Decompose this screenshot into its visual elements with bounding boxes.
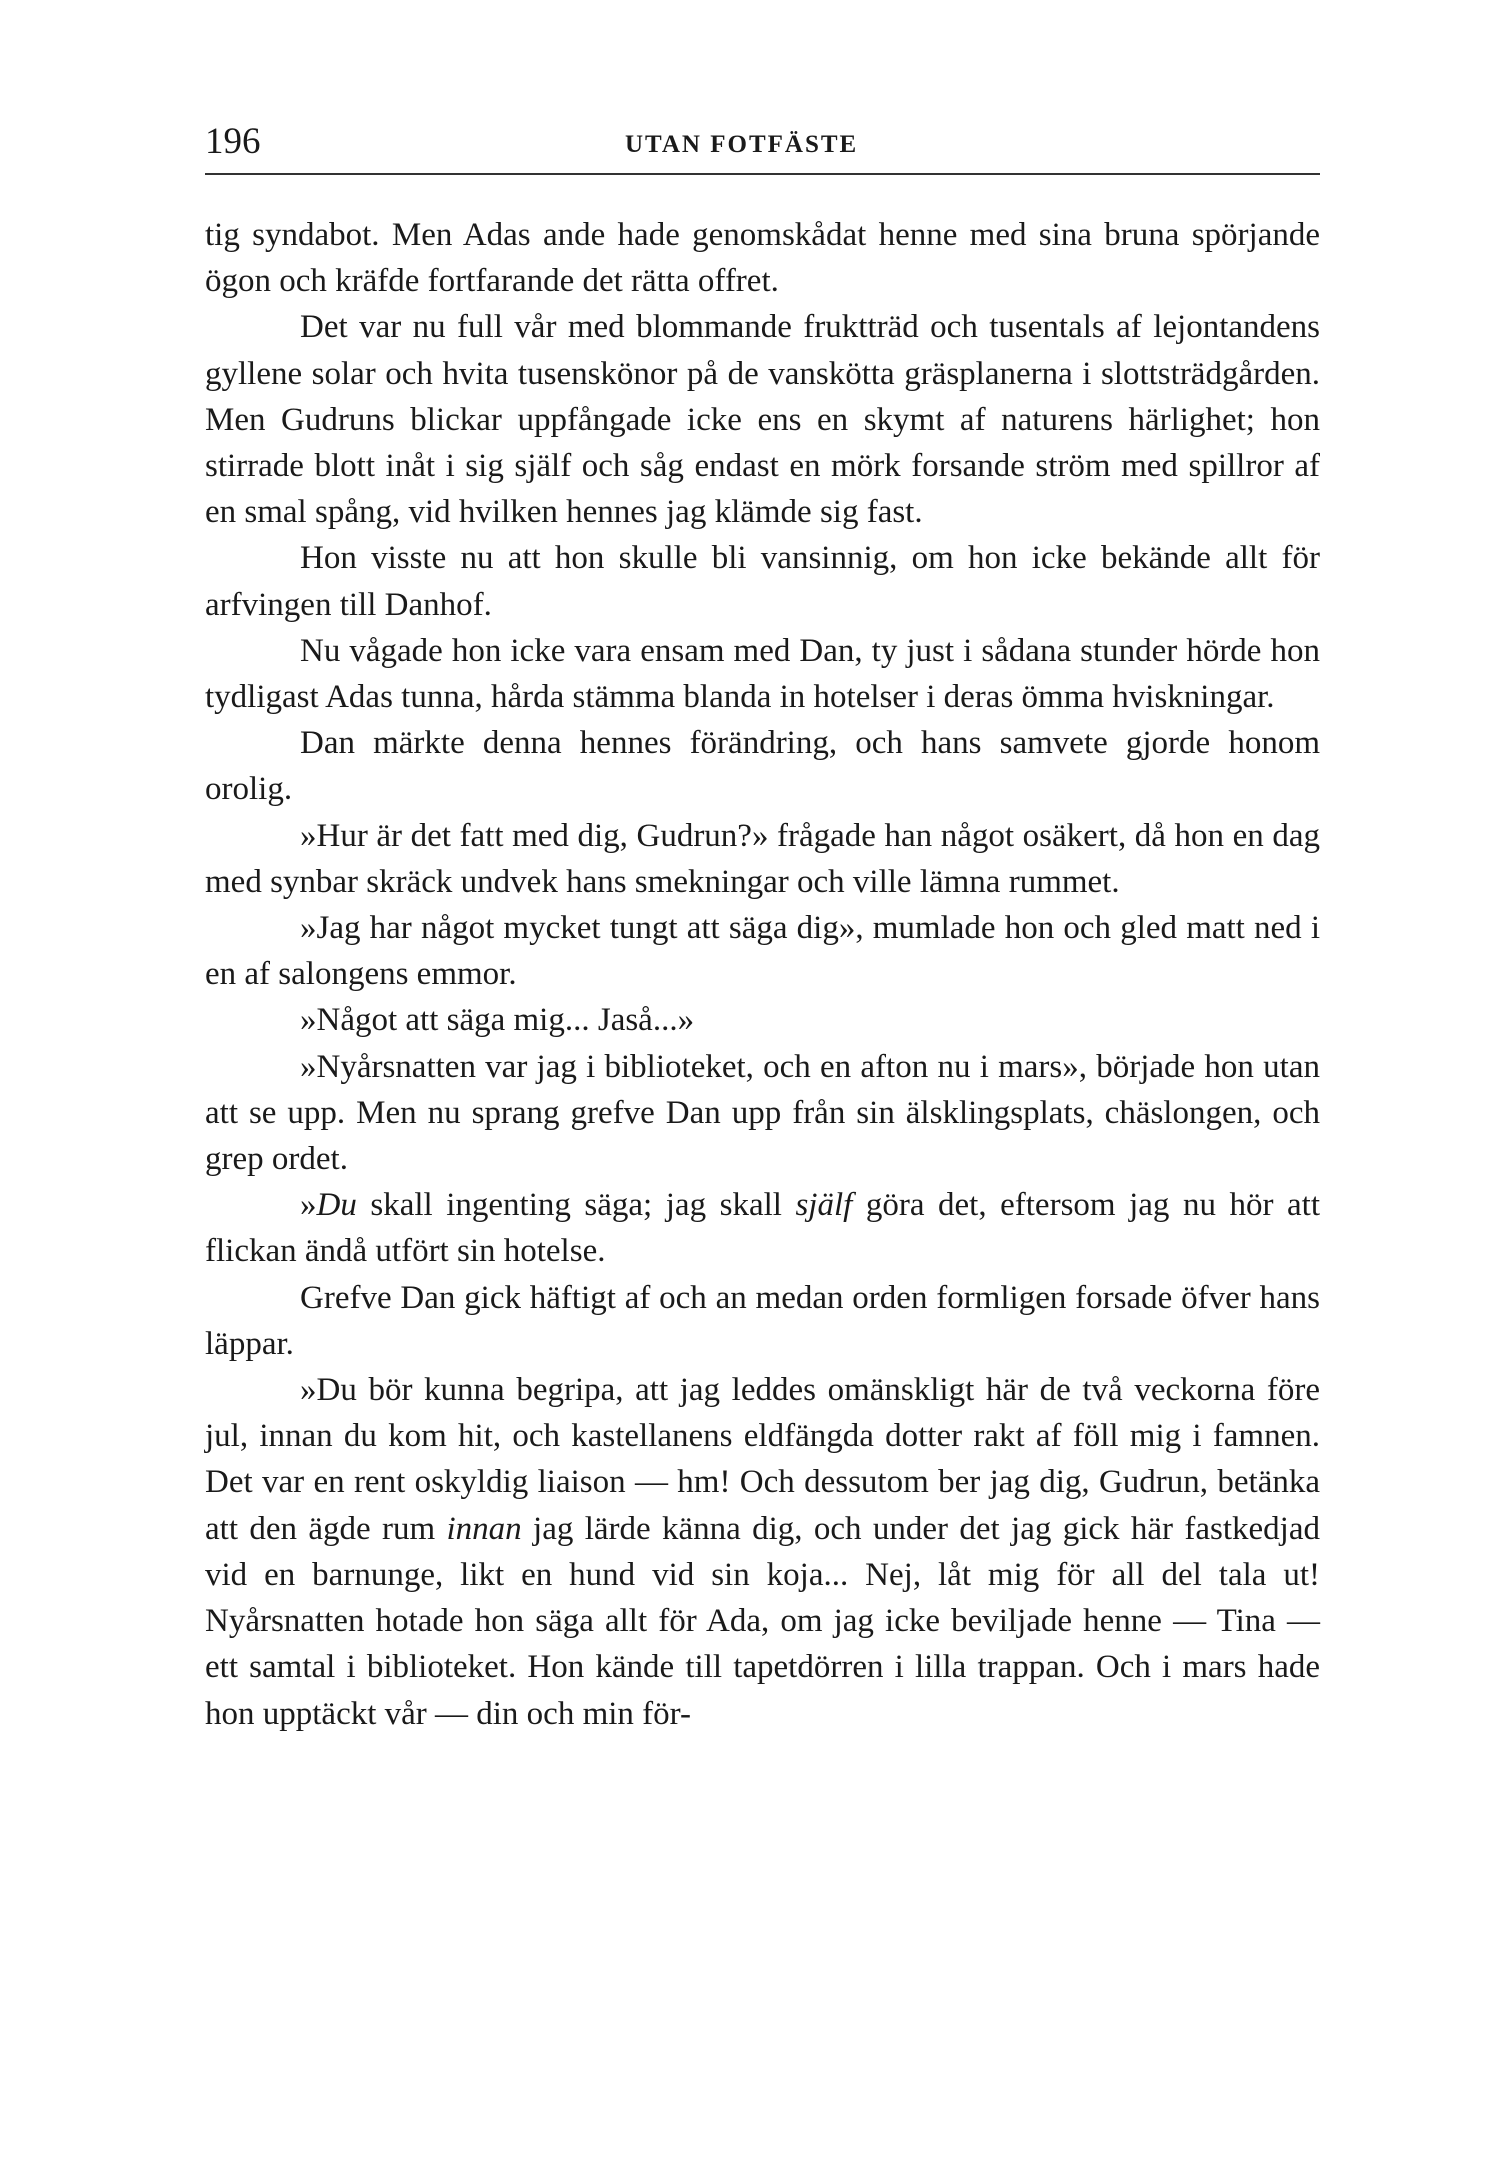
emphasis-innan: innan bbox=[446, 1510, 522, 1547]
paragraph-11: Grefve Dan gick häftigt af och an medan orden formligen forsade öfver hans läppar. bbox=[205, 1279, 1320, 1362]
paragraph-10: »Du skall ingenting säga; jag skall själf göra det, eftersom jag nu hör att flickan ändå utfört sin hotelse. bbox=[205, 1187, 1320, 1270]
paragraph-2: Det var nu full vår med blommande fruktträd och tusentals af lejontandens gyllene solar och hvita tusenskönor på de vanskötta gräsplanerna i slottsträdgården. Men Gudruns blickar uppfångade icke ens en skymt af naturens härlighet; hon stirrade blott inåt i sig själf och såg endast en mörk forsande ström med spillror af en smal spång, vid hvilken hennes jag klämde sig fast. bbox=[205, 309, 1320, 531]
header-rule bbox=[205, 173, 1320, 175]
running-head bbox=[205, 122, 1320, 172]
paragraph-3: Hon visste nu att hon skulle bli vansinnig, om hon icke bekände allt för arfvingen till Danhof. bbox=[205, 540, 1320, 623]
paragraph-5: Dan märkte denna hennes förändring, och hans samvete gjorde honom orolig. bbox=[205, 725, 1320, 808]
paragraph-6: »Hur är det fatt med dig, Gudrun?» frågade han något osäkert, då hon en dag med synbar skräck undvek hans smekningar och ville lämna rummet. bbox=[205, 817, 1320, 900]
paragraph-7: »Jag har något mycket tungt att säga dig», mumlade hon och gled matt ned i en af salongens emmor. bbox=[205, 910, 1320, 993]
body-text bbox=[205, 212, 1320, 1737]
page-number: 196 bbox=[205, 121, 261, 162]
paragraph-8: »Något att säga mig... Jaså...» bbox=[300, 1002, 695, 1039]
emphasis-sjalf: själf bbox=[795, 1187, 853, 1224]
paragraph-12: »Du bör kunna begripa, att jag leddes omänskligt här de två veckorna före jul, innan du kom hit, och kastellanens eldfängda dotter rakt af föll mig i famnen. Det var en rent oskyldig liaison — hm! Och dessutom ber jag dig, Gudrun, betänka att den ägde rum innan jag lärde känna dig, och under det jag gick här fastkedjad vid en barnunge, likt en hund vid sin koja... Nej, låt mig för all del tala ut! Nyårsnatten hotade hon säga allt för Ada, om jag icke beviljade henne — Tina — ett samtal i biblioteket. Hon kände till tapetdörren i lilla trappan. Och i mars hade hon upptäckt vår — din och min för- bbox=[205, 1372, 1320, 1732]
paragraph-4: Nu vågade hon icke vara ensam med Dan, ty just i sådana stunder hörde hon tydligast Adas tunna, hårda stämma blanda in hotelser i deras ömma hviskningar. bbox=[205, 632, 1320, 716]
emphasis-du: Du bbox=[316, 1187, 357, 1224]
running-title: UTAN FOTFÄSTE bbox=[625, 131, 859, 158]
paragraph-1: tig syndabot. Men Adas ande hade genomskådat henne med sina bruna spörjande ögon och kräfde fortfarande det rätta offret. bbox=[205, 217, 1320, 300]
paragraph-9: »Nyårsnatten var jag i biblioteket, och en afton nu i mars», började hon utan att se upp. Men nu sprang grefve Dan upp från sin älsklingsplats, chäslongen, och grep ordet. bbox=[205, 1048, 1320, 1178]
